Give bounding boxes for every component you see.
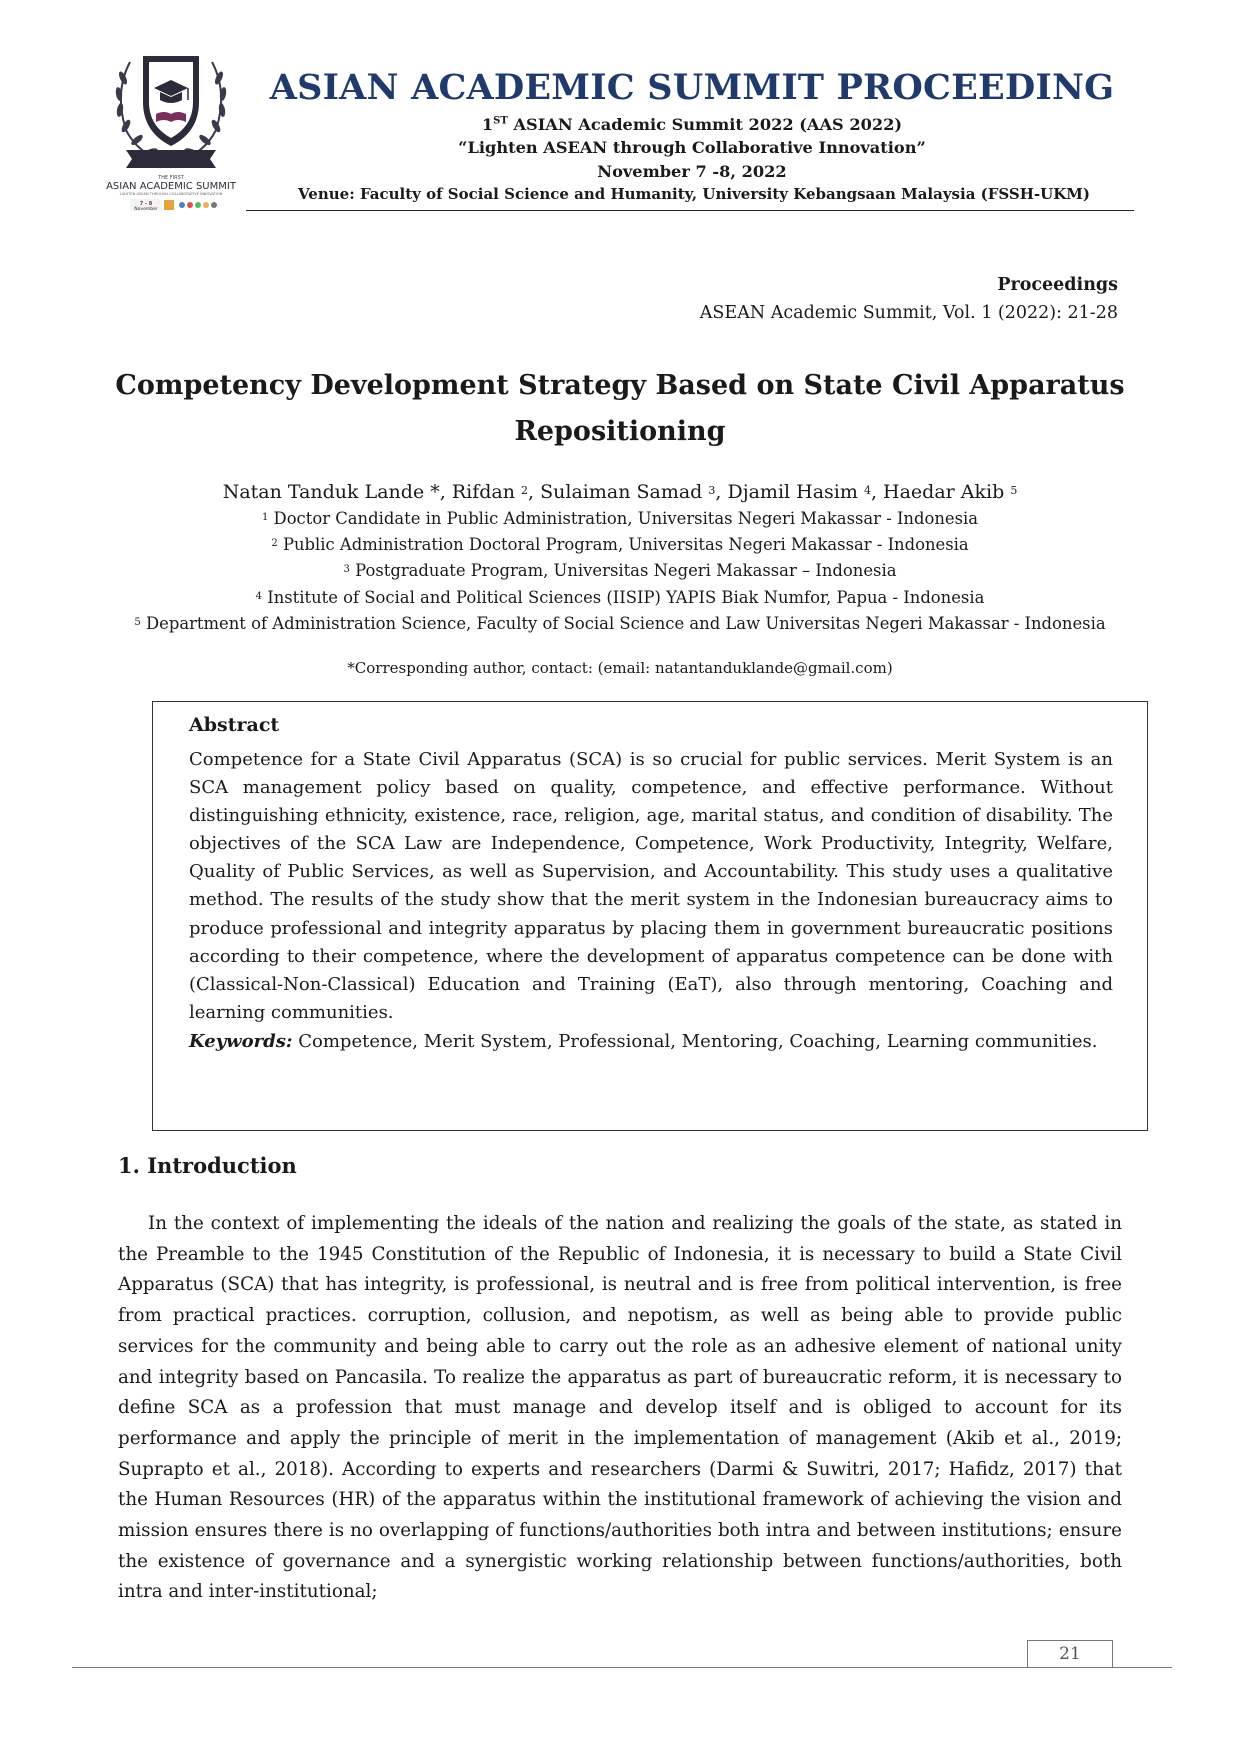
conference-logo [96,42,246,214]
section-heading-introduction: 1. Introduction [118,1153,297,1178]
affiliation-marker: 3 [343,564,350,576]
author-affiliation-marker: 2 [521,484,529,497]
author-name: Haedar Akib [883,481,1005,503]
author-affiliation-marker: 4 [863,484,871,497]
author-name: Sulaiman Samad [540,481,703,503]
svg-text:November: November [134,207,158,212]
affiliation-marker: 5 [134,616,141,628]
edition-ordinal: ST [493,115,508,127]
conference-venue: Venue: Faculty of Social Science and Humanity, University Kebangsaan Malaysia (FSSH-UKM) [298,185,1090,203]
paper-title-line-1: Competency Development Strategy Based on State Civil Apparatus [115,370,1125,401]
affiliation-item [100,584,1140,610]
conference-edition [252,115,1132,135]
affiliation-list [100,505,1140,636]
affiliation-marker: 4 [255,590,262,602]
affiliation-marker: 1 [261,512,269,523]
edition-number: 1 [481,115,494,134]
author-list: Natan Tanduk Lande *, Rifdan $^2$, Sulaiman Samad $^3$, Djamil Hasim $^4$, Haedar Akib $^5$ [222,481,1018,503]
affiliation-text: Public Administration Doctoral Program, Universitas Negeri Makassar - Indonesia [282,535,969,555]
author-name: Rifdan [451,481,515,503]
affiliation-item [100,557,1140,583]
affiliation-item [100,531,1140,557]
keywords-list: Competence, Merit System, Professional, Mentoring, Coaching, Learning communities. [292,1031,1098,1052]
svg-text:7 - 8: 7 - 8 [139,201,153,207]
keywords-label: Keywords: [189,1031,293,1052]
affiliation-text: Department of Administration Science, Faculty of Social Science and Law Universitas Negeri Makassar - Indonesia [145,613,1106,633]
author-name: Natan Tanduk Lande * [222,481,440,503]
abstract-heading: Abstract [189,714,280,736]
svg-text:LIGHTEN ASEAN THROUGH COLLABOR: LIGHTEN ASEAN THROUGH COLLABORATIVE INNOVATION [119,192,223,196]
page-number: 21 [1027,1640,1113,1667]
author-name: Djamil Hasim [727,481,858,503]
footer-divider [72,1667,1172,1668]
affiliation-item [100,505,1140,531]
conference-dates: November 7 -8, 2022 [597,162,787,181]
abstract-box [152,701,1148,1131]
svg-text:ASIAN ACADEMIC SUMMIT: ASIAN ACADEMIC SUMMIT [106,181,236,192]
author-affiliation-marker: 5 [1010,484,1018,497]
volume-info: ASEAN Academic Summit, Vol. 1 (2022): 21-28 [699,303,1118,323]
abstract-text: Competence for a State Civil Apparatus (SCA) is so crucial for public services. Merit System is an SCA management policy based on quality, competence, and effective performance. Without distinguishing ethnicity, existence, race, religion, age, marital status, and condition of disability. The objectives of the SCA Law are Independence, Competence, Work Productivity, Integrity, Welfare, Quality of Public Services, as well as Supervision, and Accountability. This study uses a qualitative method. The results of the study show that the merit system in the Indonesian bureaucracy aims to produce professional and integrity apparatus by placing them in government bureaucratic positions according to their competence, where the development of apparatus competence can be done with (Classical-Non-Classical) Education and Training (EaT), also through mentoring, Coaching and learning communities. [189,749,1113,1023]
corresponding-author: *Corresponding author, contact: (email: natantanduklande@gmail.com) [347,659,893,677]
affiliation-item [100,610,1140,636]
edition-name: ASIAN Academic Summit 2022 (AAS 2022) [507,115,903,134]
header-divider [246,210,1134,211]
affiliation-text: Postgraduate Program, Universitas Negeri Makassar – Indonesia [355,561,897,581]
svg-text:THE FIRST: THE FIRST [158,175,184,181]
journal-title: ASIAN ACADEMIC SUMMIT PROCEEDING [269,67,1115,108]
affiliation-text: Institute of Social and Political Sciences (IISIP) YAPIS Biak Numfor, Papua - Indonesia [267,587,985,607]
introduction-paragraph: In the context of implementing the ideals of the nation and realizing the goals of the state, as stated in the Preamble to the 1945 Constitution of the Republic of Indonesia, it is necessary to build a State Civil Apparatus (SCA) that has integrity, is professional, is neutral and is free from political intervention, is free from practical practices. corruption, collusion, and nepotism, as well as being able to provide public services for the community and being able to carry out the role as an adhesive element of national unity and integrity based on Pancasila. To realize the apparatus as part of bureaucratic reform, it is necessary to define SCA as a profession that must manage and develop itself and is obliged to account for its performance and apply the principle of merit in the implementation of management (Akib et al., 2019; Suprapto et al., 2018). According to experts and researchers (Darmi & Suwitri, 2017; Hafidz, 2017) that the Human Resources (HR) of the apparatus within the institutional framework of achieving the vision and mission ensures there is no overlapping of functions/authorities both intra and between institutions; ensure the existence of governance and a synergistic working relationship between functions/authorities, both intra and inter-institutional; [118,1213,1122,1603]
affiliation-marker: 2 [271,538,278,550]
author-affiliation-marker: 3 [708,484,716,497]
conference-theme: “Lighten ASEAN through Collaborative Innovation” [458,138,926,157]
affiliation-text: Doctor Candidate in Public Administration, Universitas Negeri Makassar - Indonesia [273,509,979,528]
paper-title-line-2: Repositioning [514,416,726,447]
proceedings-label: Proceedings [997,275,1118,295]
keywords [189,1028,1113,1056]
paper-title [110,363,1130,455]
